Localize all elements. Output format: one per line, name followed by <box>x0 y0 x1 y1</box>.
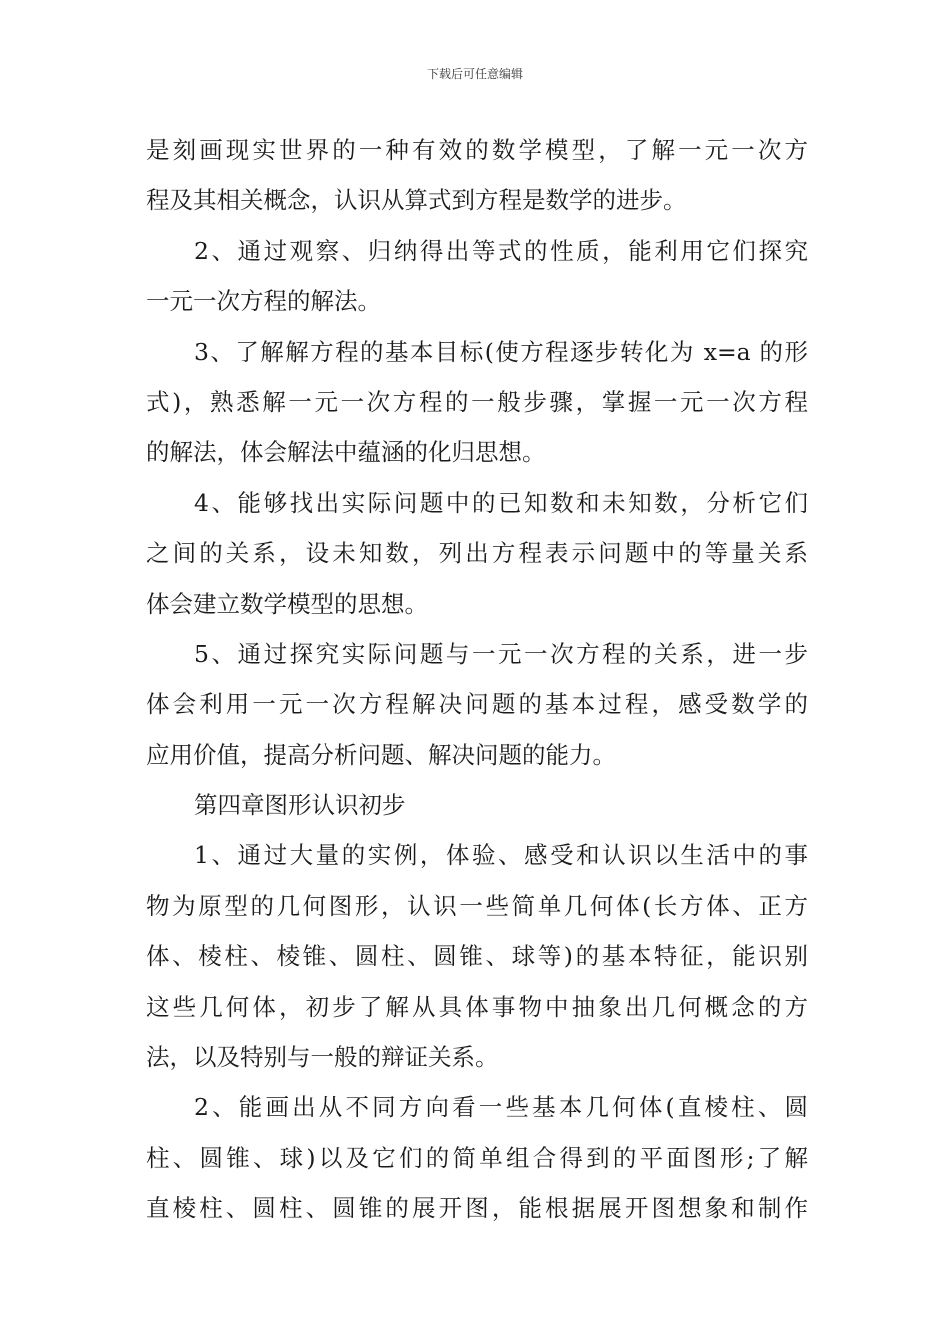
text-line: 式)，熟悉解一元一次方程的一般步骤，掌握一元一次方程 <box>146 387 808 416</box>
paragraph-first-line: 5、通过探究实际问题与一元一次方程的关系，进一步 <box>194 639 808 668</box>
text-line: 的解法，体会解法中蕴涵的化归思想。 <box>146 438 546 467</box>
text-line: 应用价值，提高分析问题、解决问题的能力。 <box>146 740 616 769</box>
page-header: 下载后可任意编辑 <box>426 67 523 81</box>
text-line: 之间的关系，设未知数，列出方程表示问题中的等量关系 <box>146 539 808 568</box>
text-line: 这些几何体，初步了解从具体事物中抽象出几何概念的方 <box>146 992 808 1021</box>
paragraph-first-line: 1、通过大量的实例，体验、感受和认识以生活中的事 <box>194 841 808 870</box>
paragraph-first-line: 3、了解解方程的基本目标(使方程逐步转化为 x=a 的形 <box>194 337 808 366</box>
text-line: 体会建立数学模型的思想。 <box>146 589 428 618</box>
paragraph-first-line: 2、能画出从不同方向看一些基本几何体(直棱柱、圆 <box>194 1093 808 1122</box>
text-line: 体、棱柱、棱锥、圆柱、圆锥、球等)的基本特征，能识别 <box>146 942 808 971</box>
paragraph-first-line: 4、能够找出实际问题中的已知数和未知数，分析它们 <box>194 488 808 517</box>
text-line: 物为原型的几何图形，认识一些简单几何体(长方体、正方 <box>146 891 808 920</box>
text-line: 一元一次方程的解法。 <box>146 287 381 316</box>
document-body <box>146 125 808 1234</box>
text-line: 法，以及特别与一般的辩证关系。 <box>146 1043 499 1072</box>
text-line: 体会利用一元一次方程解决问题的基本过程，感受数学的 <box>146 690 808 719</box>
text-line: 程及其相关概念，认识从算式到方程是数学的进步。 <box>146 186 687 215</box>
text-line: 是刻画现实世界的一种有效的数学模型，了解一元一次方 <box>146 136 808 164</box>
text-line: 直棱柱、圆柱、圆锥的展开图，能根据展开图想象和制作 <box>146 1194 808 1223</box>
paragraph-first-line: 2、通过观察、归纳得出等式的性质，能利用它们探究 <box>194 236 808 265</box>
text-line: 柱、圆锥、球)以及它们的简单组合得到的平面图形;了解 <box>146 1143 808 1172</box>
chapter-heading: 第四章图形认识初步 <box>194 791 406 820</box>
